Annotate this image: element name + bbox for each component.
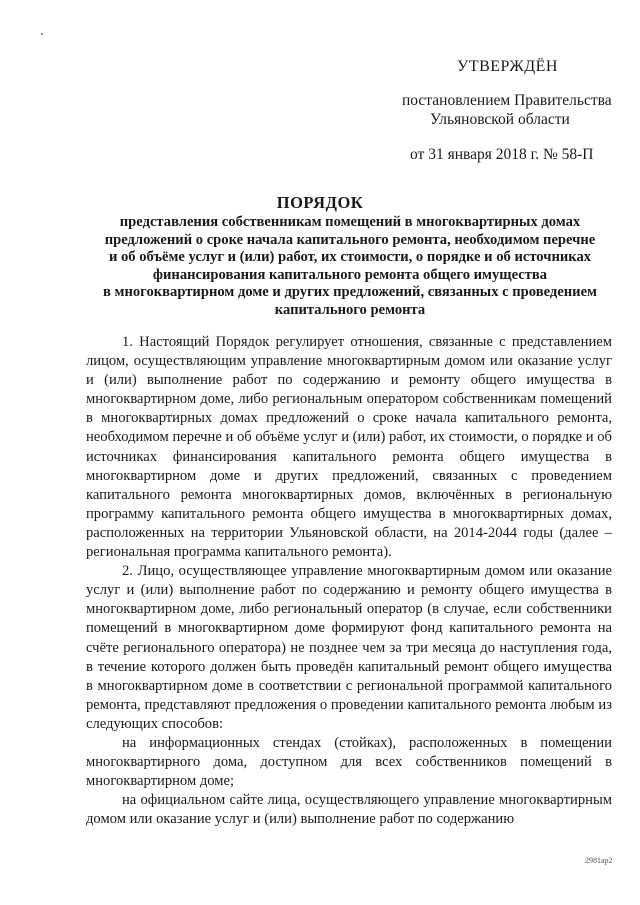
paragraph-2-method-1: на информационных стендах (стойках), расположенных в помещении многоквартирного дома, доступном для всех собственников помещений в многоквартирном доме; bbox=[86, 734, 612, 790]
subtitle-line: и об объёме услуг и (или) работ, их стоимости, о порядке и об источниках bbox=[108, 249, 592, 266]
decree-line-1: постановлением Правительства bbox=[402, 92, 612, 109]
decree-date: от 31 января 2018 г. № 58-П bbox=[410, 146, 594, 163]
paragraph-2-method-2: на официальном сайте лица, осуществляющего управление многоквартирным домом или оказание услуг и (или) выполнение работ по содержанию bbox=[86, 792, 612, 828]
approval-stamp: УТВЕРЖДЁН bbox=[457, 58, 558, 75]
paragraph-2: 2. Лицо, осуществляющее управление многоквартирным домом или оказание услуг и (или) выполнение работ по содержанию и ремонту общего имущества в многоквартирном доме, либо региональный оператор (в случае, если собственники помещений в многоквартирном доме формируют фонд капитального ремонта на счёте регионального оператора) не позднее чем за три месяца до наступления года, в течение которого должен быть проведён капитальный ремонт общего имущества в многоквартирном доме в соответствии с региональной программой капитального ремонта, представляют предложения о проведении капитального ремонта любым из следующих способов: bbox=[86, 563, 612, 732]
subtitle-line: представления собственникам помещений в многоквартирных домах bbox=[119, 214, 581, 230]
document-subtitle bbox=[86, 214, 614, 320]
footer-code: 2981ap2 bbox=[585, 856, 613, 865]
scan-speck bbox=[41, 33, 43, 35]
document-title: ПОРЯДОК bbox=[276, 193, 364, 212]
subtitle-line: капитального ремонта bbox=[274, 301, 426, 318]
decree-line-2: Ульяновской области bbox=[430, 111, 570, 128]
paragraph-1: 1. Настоящий Порядок регулирует отношения, связанные с представлением лицом, осуществляющим управление многоквартирным домом или оказание услуг и (или) выполнение работ по содержанию и ремонту общего имущества в многоквартирном доме, либо региональным оператором собственникам помещений в многоквартирных домах предложений о сроке начала капитального ремонта, необходимом перечне и об объёме услуг и (или) работ, их стоимости, о порядке и об источниках финансирования капитального ремонта общего имущества в многоквартирном доме и других предложений, связанных с проведением капитального ремонта многоквартирных домов, включённых в региональную программу капитального ремонта общего имущества в многоквартирных домах, расположенных на территории Ульяновской области, на 2014-2044 годы (далее – региональная программа капитального ремонта). bbox=[86, 334, 612, 561]
subtitle-line: предложений о сроке начала капитального ремонта, необходимом перечне bbox=[104, 231, 596, 248]
subtitle-line: в многоквартирном доме и других предложений, связанных с проведением bbox=[103, 284, 597, 301]
subtitle-line: финансирования капитального ремонта общего имущества bbox=[152, 266, 548, 283]
document-body bbox=[86, 333, 612, 829]
